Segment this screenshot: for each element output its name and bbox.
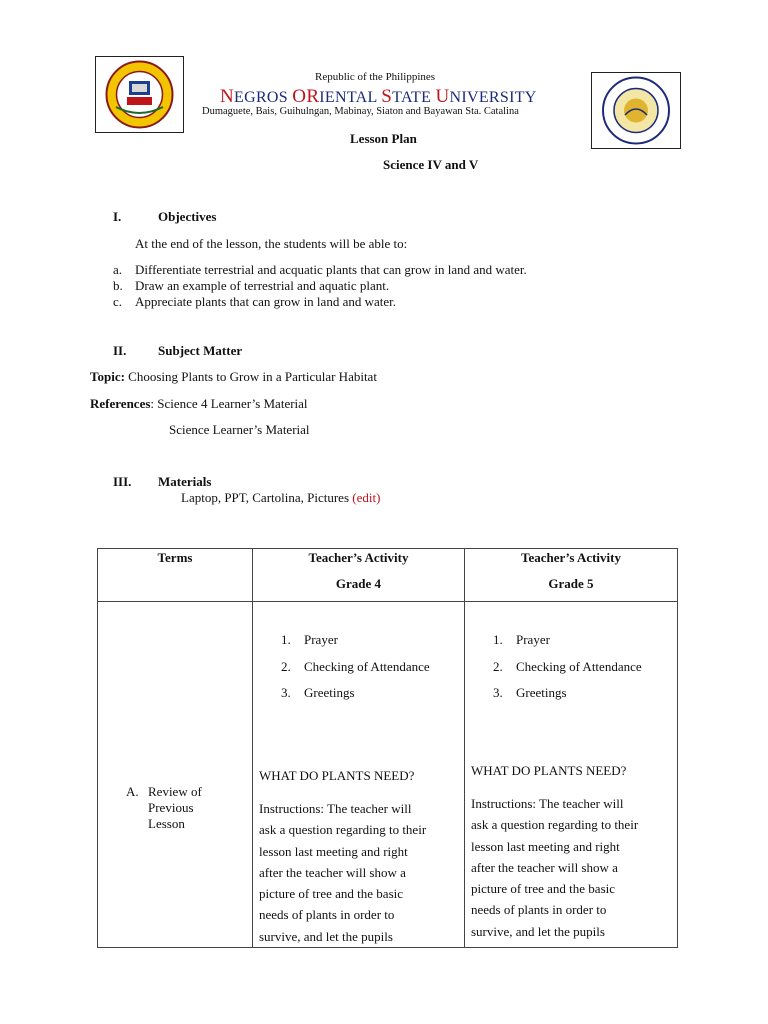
materials-line (181, 490, 380, 506)
doc-subtitle: Science IV and V (383, 157, 479, 172)
objective-item: a. Differentiate terrestrial and acquatic plants that can grow in land and water. (113, 262, 527, 277)
nosu-seal-icon (96, 57, 183, 132)
table-row (98, 602, 678, 948)
campus-list: Dumaguete, Bais, Guihulngan, Mabinay, Siaton and Bayawan Sta. Catalina (202, 106, 519, 117)
references-value: : Science 4 Learner’s Material (150, 396, 308, 411)
header-terms: Terms (98, 549, 253, 602)
university-name-rest: TATE (392, 89, 436, 106)
references-second: Science Learner’s Material (169, 422, 310, 437)
objectives-list (113, 262, 713, 310)
left-logo-frame (95, 56, 184, 133)
grade4-cell (253, 602, 465, 948)
topic-label: Topic: (90, 369, 125, 384)
references-label: References (90, 396, 151, 411)
term-review: A. Review of Previous Lesson (126, 784, 202, 831)
subject-matter-heading: Subject Matter (158, 343, 243, 358)
doc-title: Lesson Plan (350, 131, 417, 146)
lesson-plan-table (97, 548, 678, 948)
university-name (220, 86, 537, 108)
grade5-cell (465, 602, 678, 948)
university-name-cap: N (220, 86, 235, 107)
subject-matter-number: II. (113, 343, 127, 358)
materials-number: III. (113, 474, 132, 489)
university-name-rest: EGROS (234, 89, 293, 106)
topic-value: Choosing Plants to Grow in a Particular Habitat (124, 369, 377, 384)
university-name-rest: NIVERSITY (449, 89, 537, 106)
grade4-instructions: Instructions: The teacher will ask a question regarding to their lesson last meeting and right after the teacher will show a picture of tree and the basic needs of plants in order to survive, and let the pupils (259, 801, 427, 944)
topic-line (90, 369, 377, 385)
objective-item: c. Appreciate plants that can grow in land and water. (113, 294, 396, 309)
references-line (90, 396, 308, 412)
republic-line: Republic of the Philippines (315, 71, 436, 83)
grade4-opening-list: 1. Prayer 2. Checking of Attendance 3. Greetings (281, 632, 430, 700)
right-logo-frame (591, 72, 681, 149)
university-name-cap: U (435, 86, 450, 107)
grade5-opening-list: 1. Prayer 2. Checking of Attendance 3. Greetings (493, 632, 642, 700)
table-header-row (98, 549, 678, 602)
objectives-number: I. (113, 209, 122, 224)
materials-list: Laptop, PPT, Cartolina, Pictures (181, 490, 350, 505)
header-grade5: Teacher’s Activity Grade 5 (465, 549, 678, 602)
edit-link[interactable]: (edit) (352, 490, 381, 505)
cte-seal-icon (592, 73, 680, 148)
grade5-activity-heading: WHAT DO PLANTS NEED? (471, 763, 627, 778)
grade5-instructions: Instructions: The teacher will ask a question regarding to their lesson last meeting and right after the teacher will show a picture of tree and the basic needs of plants in order to survive, and let the pupils (471, 796, 639, 939)
materials-heading: Materials (158, 474, 212, 489)
objective-item: b. Draw an example of terrestrial and aquatic plant. (113, 278, 390, 293)
grade4-activity-heading: WHAT DO PLANTS NEED? (259, 768, 415, 783)
objectives-heading: Objectives (158, 209, 217, 224)
university-name-cap: S (381, 86, 393, 107)
university-name-rest: IENTAL (319, 89, 382, 106)
header-grade4: Teacher’s Activity Grade 4 (253, 549, 465, 602)
term-cell (98, 602, 253, 948)
objectives-intro: At the end of the lesson, the students will be able to: (135, 236, 408, 251)
university-name-cap: OR (292, 86, 320, 107)
